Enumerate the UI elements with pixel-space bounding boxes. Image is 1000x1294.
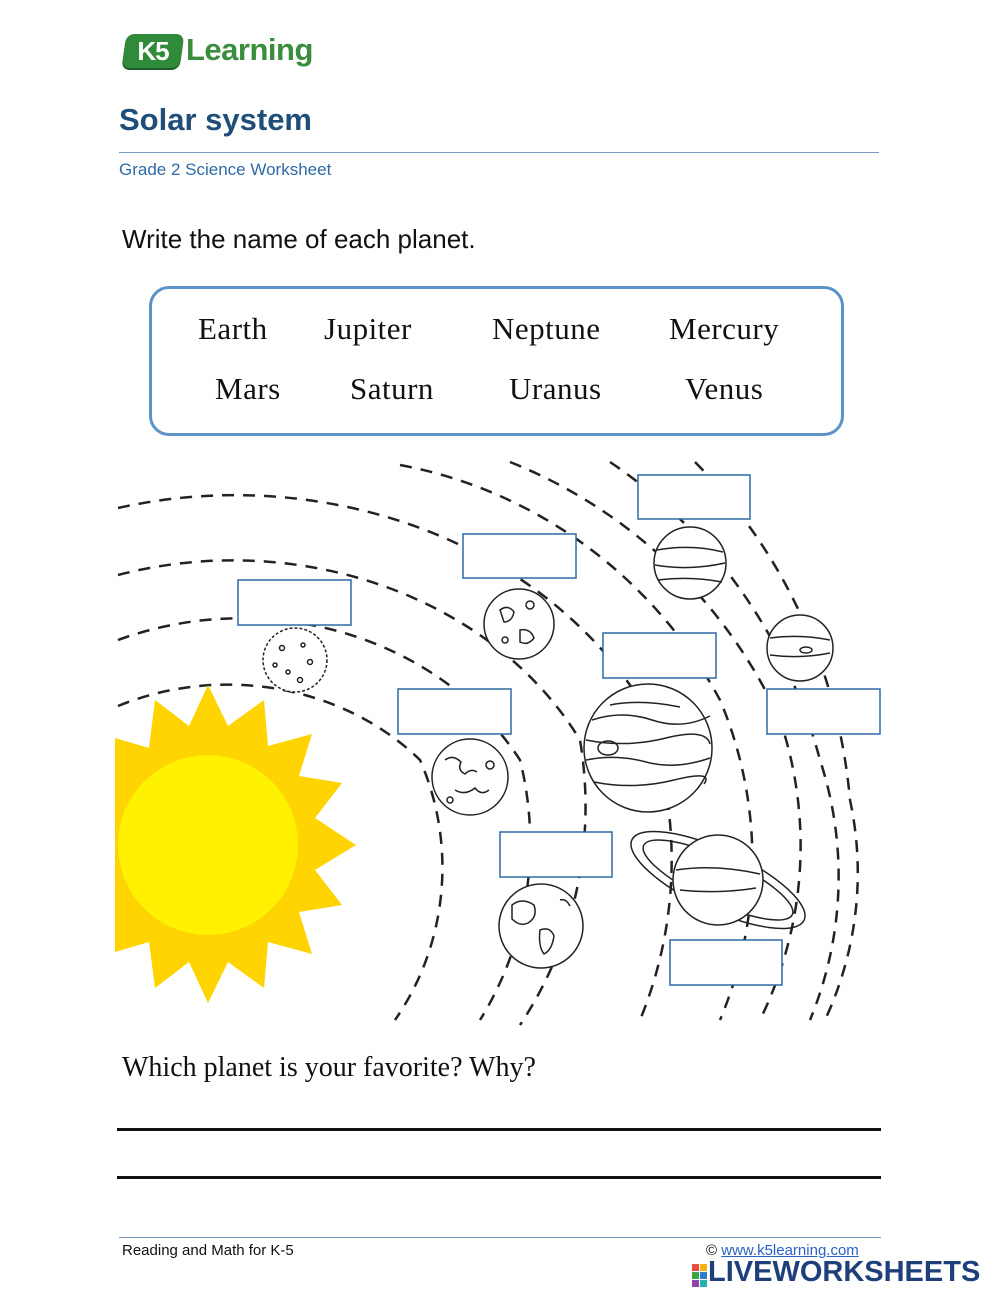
word-bank bbox=[149, 286, 844, 436]
answer-box-saturn[interactable] bbox=[670, 940, 782, 985]
footer-tagline: Reading and Math for K-5 bbox=[122, 1242, 294, 1259]
logo-badge bbox=[122, 34, 185, 68]
mercury-icon bbox=[263, 628, 327, 692]
footer-link[interactable]: www.k5learning.com bbox=[721, 1242, 859, 1259]
answer-box-jupiter[interactable] bbox=[603, 633, 716, 678]
word-bank-item: Neptune bbox=[492, 311, 601, 346]
badge-square-icon bbox=[700, 1264, 707, 1271]
venus-icon bbox=[432, 739, 508, 815]
word-bank-item: Uranus bbox=[509, 371, 602, 406]
word-bank-item: Earth bbox=[198, 311, 268, 346]
answer-box-earth[interactable] bbox=[500, 832, 612, 877]
badge-square-icon bbox=[700, 1272, 707, 1279]
badge-square-icon bbox=[692, 1280, 699, 1287]
neptune-icon bbox=[767, 615, 833, 681]
answer-box-neptune[interactable] bbox=[767, 689, 880, 734]
instruction-text: Write the name of each planet. bbox=[122, 224, 476, 254]
question-text: Which planet is your favorite? Why? bbox=[122, 1052, 536, 1083]
earth-icon bbox=[499, 884, 583, 968]
solar-system-diagram bbox=[0, 440, 1000, 1040]
page-title: Solar system bbox=[119, 102, 312, 137]
badge-square-icon bbox=[692, 1272, 699, 1279]
copyright-symbol: © bbox=[706, 1242, 718, 1259]
sun-icon bbox=[115, 685, 356, 1003]
answer-box-venus[interactable] bbox=[398, 689, 511, 734]
word-bank-item: Mars bbox=[215, 371, 281, 406]
word-bank-item: Saturn bbox=[350, 371, 434, 406]
word-bank-item: Jupiter bbox=[324, 311, 412, 346]
answer-line-1[interactable] bbox=[117, 1128, 881, 1131]
answer-box-mercury[interactable] bbox=[238, 580, 351, 625]
title-divider bbox=[119, 152, 879, 153]
word-bank-item: Mercury bbox=[669, 311, 780, 346]
k5-learning-logo bbox=[122, 22, 332, 74]
uranus-icon bbox=[654, 527, 726, 599]
page-subtitle: Grade 2 Science Worksheet bbox=[119, 160, 332, 179]
liveworksheets-text: LIVEWORKSHEETS bbox=[708, 1256, 981, 1288]
word-bank-item: Venus bbox=[685, 371, 764, 406]
saturn-icon bbox=[619, 813, 817, 948]
liveworksheets-badge[interactable] bbox=[690, 1258, 990, 1288]
badge-square-icon bbox=[692, 1264, 699, 1271]
logo-badge-text: K5 bbox=[137, 36, 169, 66]
mars-icon bbox=[484, 589, 554, 659]
jupiter-icon bbox=[584, 684, 712, 812]
badge-square-icon bbox=[700, 1280, 707, 1287]
answer-box-uranus[interactable] bbox=[638, 475, 750, 519]
answer-box-mars[interactable] bbox=[463, 534, 576, 578]
answer-line-2[interactable] bbox=[117, 1176, 881, 1179]
footer-divider bbox=[119, 1237, 881, 1238]
logo-text: Learning bbox=[186, 32, 313, 67]
